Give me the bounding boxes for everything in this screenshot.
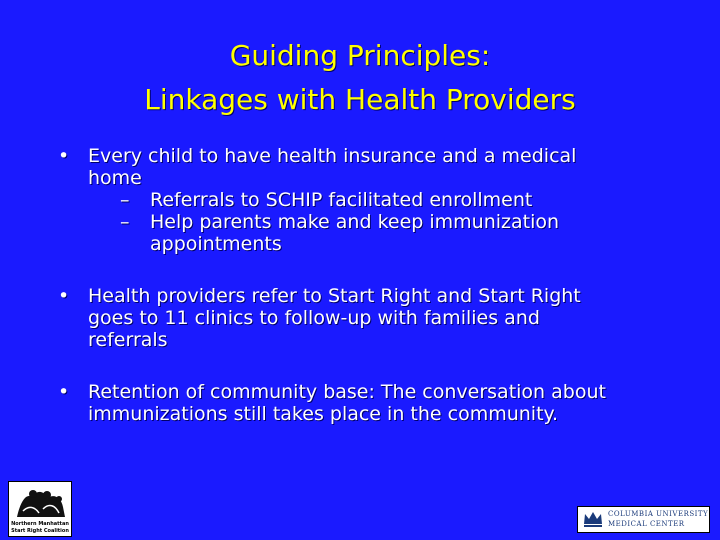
sub-bullet-1 [88, 189, 678, 211]
bullet-1-line-2: home [88, 167, 142, 189]
sub-bullet-2 [88, 211, 678, 255]
bullet-2 [58, 285, 678, 351]
bullet-dot: • [58, 145, 70, 167]
bullet-2-line-3: referrals [88, 329, 168, 351]
logo-org-line-2: MEDICAL CENTER [608, 520, 685, 528]
sub-bullet-dash: – [120, 211, 130, 233]
bullet-3-line-1: Retention of community base: The conversation about [88, 381, 606, 403]
slide-body [58, 145, 678, 455]
bullet-3 [58, 381, 678, 425]
logo-caption-2: Start Right Coalition [11, 528, 69, 534]
sub-bullet-2-line-1: Help parents make and keep immunization [150, 211, 560, 233]
title-line-2: Linkages with Health Providers [144, 83, 576, 116]
bullet-3-line-2: immunizations still takes place in the community. [88, 403, 559, 425]
sub-bullet-2-line-2: appointments [150, 233, 282, 255]
logo-org-line-1: COLUMBIA UNIVERSITY [608, 510, 709, 518]
title-line-1: Guiding Principles: [229, 39, 491, 72]
bullet-2-line-2: goes to 11 clinics to follow-up with families and [88, 307, 540, 329]
bullet-dot: • [58, 381, 70, 403]
family-figures-icon [13, 485, 67, 519]
start-right-coalition-logo [8, 481, 72, 537]
bullet-dot: • [58, 285, 70, 307]
sub-bullet-1-line-1: Referrals to SCHIP facilitated enrollment [150, 189, 533, 211]
logo-caption-1: Northern Manhattan [11, 521, 69, 527]
bullet-1 [58, 145, 678, 255]
bullet-1-line-1: Every child to have health insurance and a medical [88, 145, 577, 167]
sub-bullet-dash: – [120, 189, 130, 211]
slide-title [0, 34, 720, 122]
crown-icon [582, 510, 604, 528]
columbia-medical-center-logo [577, 506, 710, 533]
bullet-2-line-1: Health providers refer to Start Right and Start Right [88, 285, 581, 307]
